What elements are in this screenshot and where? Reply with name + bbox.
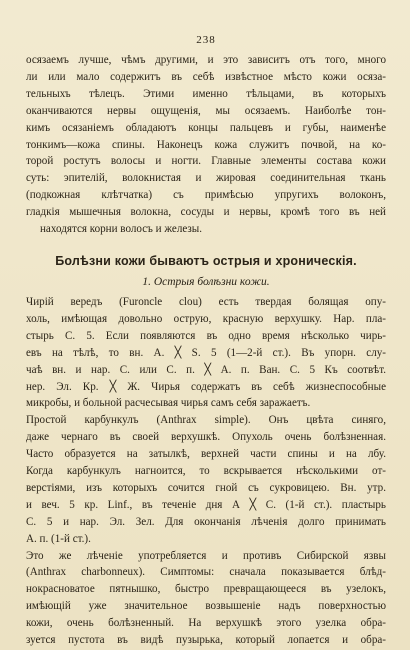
text-line: верстіями, изъ которыхъ сочится гной съ сукровицею. Вн. утр. (26, 481, 386, 494)
text-line: осязаемъ лучше, чѣмъ другими, и это зависитъ отъ того, много (26, 54, 386, 66)
text-line: чаѣ вн. и нар. С. или С. п. ╳ А. п. Ван. С. 5 Къ соотвѣт. (26, 363, 386, 376)
text-line: (подкожная клѣтчатка) съ примѣсью упругихъ волоконъ, (26, 189, 386, 202)
text-line: стырь С. 5. Если появляются въ одно время нѣсколько чирь- (26, 329, 386, 342)
text-line: ли или мало содержитъ въ себѣ извѣстное мѣсто кожи осяза- (26, 70, 386, 83)
paragraph-anthrax (26, 548, 386, 649)
text-line: и веч. 5 кр. Linf., въ теченіе дня А ╳ С. (1-й ст.). пластырь (26, 498, 386, 511)
text-line: тельныхъ тѣлецъ. Этими именно тѣльцами, въ которыхъ (26, 87, 386, 100)
text-line: Когда карбункулъ нагноится, то вскрывается нѣсколькими от- (26, 465, 386, 478)
subsection-title: 1. Острыя болѣзни кожи. (142, 275, 270, 288)
text-line: Часто образуется на затылкѣ, верхней части спины и на лбу. (26, 448, 386, 461)
text-line: гладкія мышечныя волокна, сосуды и нервы, кромѣ того въ ней (26, 206, 386, 219)
text-line: А. п. (1-й ст.). (26, 532, 91, 545)
text-line: находятся корни волосъ и железы. (40, 223, 203, 236)
text-line: суть: эпителій, волокнистая и жировая соединительная ткань (26, 172, 386, 185)
paragraph-skin-anatomy (26, 52, 386, 238)
text-line: микробы, и больной расчесывая чирья самъ себя заражаетъ. (26, 397, 311, 410)
paragraph-carbuncle (26, 412, 386, 547)
section-title: Болѣзни кожи бываютъ острыя и хроническія. (55, 253, 357, 268)
text-line: Чирій вередъ (Furoncle clou) есть твердая болящая опу- (26, 295, 386, 308)
text-line: кожи, очень болѣзненный. На верхушкѣ этого узелка обра- (26, 617, 386, 630)
paragraph-furuncle (26, 294, 386, 412)
text-line: зуется пустота въ видѣ пузырька, который лопается и обра- (26, 634, 386, 647)
text-line: Простой карбункулъ (Anthrax simple). Онъ цвѣта синяго, (26, 414, 386, 427)
text-line: имѣющій уже значительное возвышеніе надъ поверхностью (26, 600, 386, 613)
text-line: холь, имѣющая довольно острую, красную верхушку. Нар. пла- (26, 312, 386, 325)
text-line: (Anthrax charbonneux). Симптомы: сначала показывается блѣд- (26, 566, 386, 579)
page-number: 238 (196, 34, 216, 46)
text-line: Это же лѣченіе употребляется и противъ Сибирской язвы (26, 549, 386, 562)
text-line: даже чернаго въ своей верхушкѣ. Опухоль очень болѣзненная. (26, 431, 386, 444)
text-line: тонкимъ—кожа спины. Наконецъ кожа служитъ почвой, на ко- (26, 138, 386, 151)
text-line: нокрасноватое пятнышко, быстро превращающееся въ узелокъ, (26, 583, 386, 596)
text-line: кимъ осязаніемъ обладаютъ концы пальцевъ и губы, наименѣе (26, 121, 386, 134)
text-line: С. 5 и нар. Эл. Зел. Для окончанія лѣченія долго принимать (26, 515, 386, 528)
text-line: нер. Эл. Кр. ╳ Ж. Чирья содержатъ въ себѣ жизнеспособные (26, 380, 386, 393)
text-line: оканчиваются нервы ощущенія, мы осязаемъ. Наиболѣе тон- (26, 104, 386, 117)
text-line: евъ на тѣлѣ, то вн. А. ╳ S. 5 (1—2-й ст.). Въ упорн. слу- (26, 346, 386, 359)
text-line: торой ростутъ волосы и ногти. Главные элементы состава кожи (26, 155, 386, 168)
